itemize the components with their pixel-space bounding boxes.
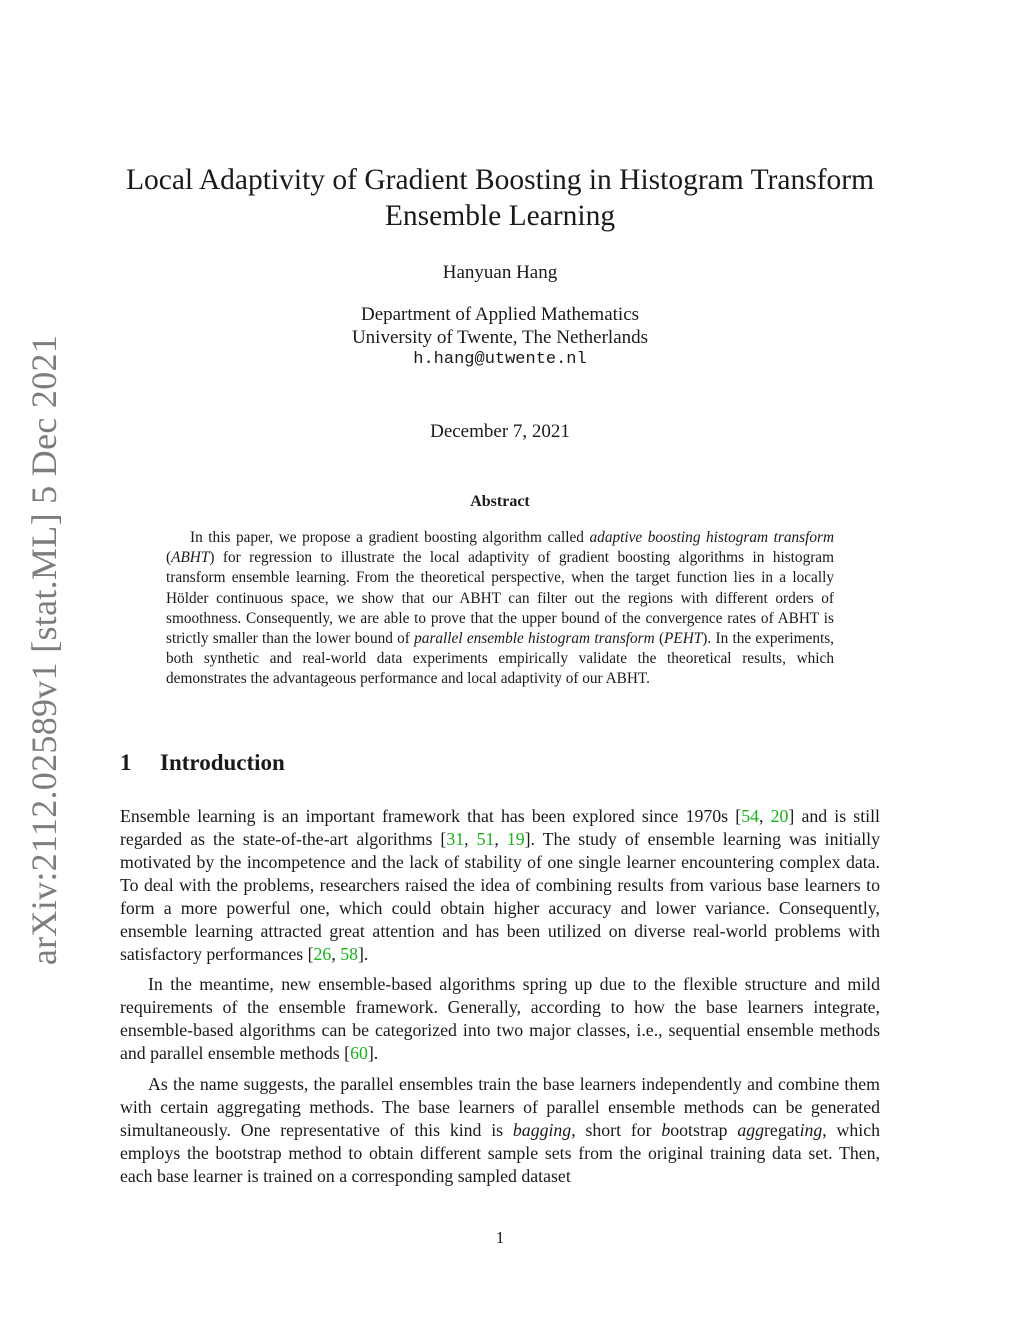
affiliation-department: Department of Applied Mathematics (360, 304, 640, 325)
abstract-text: ) for regression to illustrate the local adaptivity of gradient boosting algorithms in histogram transform ensemble learning. From the theoretical perspective, when the target function lies in a locally Hölder continuous space, we show that our ABHT can filter out the regions with different orders of smoothness. Consequently, we are able to prove that the upper bound of the convergence rates of ABHT is strictly smaller than the lower bound of (166, 549, 834, 648)
section-title: Introduction (160, 750, 285, 775)
abstract-heading: Abstract (470, 493, 530, 510)
intro-paragraph-2 (120, 973, 880, 1065)
title-line-1: Local Adaptivity of Gradient Boosting in Histogram Transform (125, 164, 875, 196)
page-number: 1 (495, 1228, 505, 1247)
abstract-abbreviation: ABHT (171, 549, 210, 567)
abstract-text: ( (166, 549, 172, 567)
section-heading-introduction (120, 750, 285, 776)
intro-paragraph-3 (120, 1073, 880, 1188)
paper-date: December 7, 2021 (430, 421, 570, 442)
citation-link[interactable]: 60 (350, 1043, 368, 1063)
citation-link[interactable]: 58 (340, 944, 358, 964)
citation-link[interactable]: 19 (506, 829, 525, 849)
paragraph-text: ] and is still regarded as the state-of-the-art algorithms [ (120, 806, 880, 849)
author-name: Hanyuan Hang (442, 262, 558, 283)
paragraph-text: , (464, 829, 477, 849)
abstract-text: ( (654, 630, 665, 648)
abstract-text: ). In the experiments, both synthetic and real-world data experiments empirically validate the theoretical results, which demonstrates the advantageous performance and local adaptivity of our ABHT. (166, 630, 835, 688)
abstract-term: adaptive boosting histogram transform (589, 529, 834, 546)
abstract-body (166, 528, 834, 690)
paragraph-text: , which employs the bootstrap method to obtain different sample sets from the original training data set. Then, each base learner is trained on a corresponding sampled dataset (120, 1120, 881, 1186)
paragraph-text: Ensemble learning is an important framework that has been explored since 1970s [ (120, 806, 742, 826)
paragraph-text: As the name suggests, the parallel ensembles train the base learners independently and combine them with certain aggregating methods. The base learners of parallel ensemble methods can be generated simultaneously. One representative of this kind is (120, 1074, 880, 1140)
emphasized-term: ing (799, 1120, 823, 1140)
citation-link[interactable]: 26 (313, 944, 332, 964)
paragraph-text: , (758, 806, 771, 826)
intro-paragraph-1 (120, 805, 880, 966)
paragraph-text: regat (764, 1120, 800, 1140)
paragraph-text: , (494, 829, 507, 849)
citation-link[interactable]: 51 (476, 829, 495, 849)
paragraph-text: In the meantime, new ensemble-based algorithms spring up due to the flexible structure and mild requirements of the ensemble framework. Generally, according to how the base learners integrate, ensemble-based algorithms can be categorized into two major classes, i.e., sequential ensemble methods and parallel ensemble methods [ (120, 974, 880, 1063)
paragraph-text: ]. (357, 944, 369, 964)
title-line-2: Ensemble Learning (384, 200, 616, 232)
emphasized-term: b (661, 1120, 671, 1140)
paragraph-text: , short for (571, 1120, 662, 1140)
abstract-text: In this paper, we propose a gradient boosting algorithm called (190, 529, 590, 546)
citation-link[interactable]: 31 (446, 829, 465, 849)
abstract-abbreviation: PEHT (664, 630, 703, 648)
section-number: 1 (120, 750, 132, 775)
paragraph-text: ]. The study of ensemble learning was initially motivated by the incompetence and the lack of stability of one single learner encountering complex data. To deal with the problems, researchers raised the idea of combining results from various base learners to form a more powerful one, which could obtain higher accuracy and lower variance. Consequently, ensemble learning attracted great attention and has been utilized on diverse real-world problems with satisfactory performances [ (120, 829, 881, 964)
affiliation-university: University of Twente, The Netherlands (351, 327, 649, 348)
emphasized-term: bagging (512, 1120, 572, 1140)
citation-link[interactable]: 20 (770, 806, 789, 826)
paragraph-text: ]. (367, 1043, 379, 1063)
abstract-term: parallel ensemble histogram transform (414, 630, 655, 648)
arxiv-side-stamp: arXiv:2112.02589v1 [stat.ML] 5 Dec 2021 (24, 334, 64, 966)
paragraph-text: , (331, 944, 341, 964)
citation-link[interactable]: 54 (741, 806, 759, 826)
paper-title (110, 162, 890, 234)
author-email[interactable]: h.hang@utwente.nl (413, 350, 587, 369)
paragraph-text: ootstrap (670, 1120, 738, 1140)
emphasized-term: agg (737, 1120, 765, 1140)
